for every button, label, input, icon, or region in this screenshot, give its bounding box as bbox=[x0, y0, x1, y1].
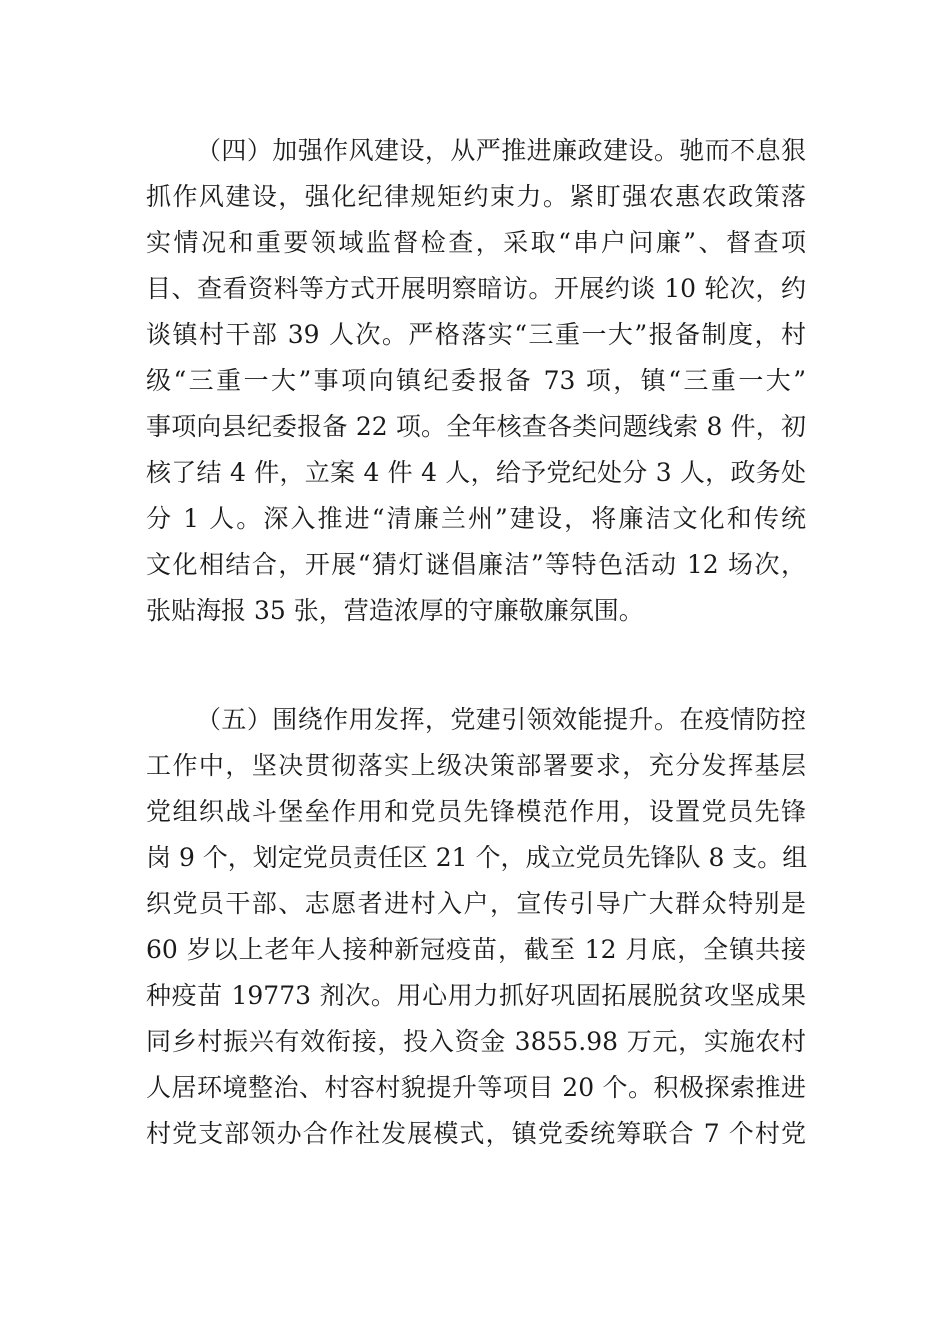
paragraph-line: 人居环境整治、村容村貌提升等项目 20 个。积极探索推进 bbox=[146, 1073, 806, 1102]
paragraph-line: 谈镇村干部 39 人次。严格落实“三重一大”报备制度，村 bbox=[146, 320, 806, 349]
paragraph-line: 村党支部领办合作社发展模式，镇党委统筹联合 7 个村党 bbox=[146, 1119, 806, 1148]
paragraph-line: 织党员干部、志愿者进村入户，宣传引导广大群众特别是 bbox=[146, 889, 806, 918]
paragraph-line: 同乡村振兴有效衔接，投入资金 3855.98 万元，实施农村 bbox=[146, 1027, 806, 1056]
paragraph-line: 党组织战斗堡垒作用和党员先锋模范作用，设置党员先锋 bbox=[146, 797, 806, 826]
paragraph-line: 文化相结合，开展“猜灯谜倡廉洁”等特色活动 12 场次， bbox=[146, 550, 806, 579]
paragraph-line: 种疫苗 19773 剂次。用心用力抓好巩固拓展脱贫攻坚成果 bbox=[146, 981, 806, 1010]
paragraph-work-style bbox=[146, 128, 806, 634]
paragraph-line: 实情况和重要领域监督检查，采取“串户问廉”、督查项 bbox=[146, 228, 806, 257]
paragraph-line: 抓作风建设，强化纪律规矩约束力。紧盯强农惠农政策落 bbox=[146, 182, 806, 211]
paragraph-line: 60 岁以上老年人接种新冠疫苗，截至 12 月底，全镇共接 bbox=[146, 935, 806, 964]
paragraph-line: 事项向县纪委报备 22 项。全年核查各类问题线索 8 件，初 bbox=[146, 412, 806, 441]
paragraph-line: （五）围绕作用发挥，党建引领效能提升。在疫情防控 bbox=[196, 705, 806, 734]
paragraph-party-building bbox=[146, 697, 806, 1157]
paragraph-line: 工作中，坚决贯彻落实上级决策部署要求，充分发挥基层 bbox=[146, 751, 806, 780]
paragraph-line: 张贴海报 35 张，营造浓厚的守廉敬廉氛围。 bbox=[146, 596, 644, 625]
paragraph-line: 核了结 4 件，立案 4 件 4 人，给予党纪处分 3 人，政务处 bbox=[146, 458, 806, 487]
paragraph-line: 分 1 人。深入推进“清廉兰州”建设，将廉洁文化和传统 bbox=[146, 504, 806, 533]
paragraph-line: （四）加强作风建设，从严推进廉政建设。驰而不息狠 bbox=[196, 136, 806, 165]
paragraph-line: 岗 9 个，划定党员责任区 21 个，成立党员先锋队 8 支。组 bbox=[146, 843, 808, 872]
paragraph-line: 目、查看资料等方式开展明察暗访。开展约谈 10 轮次，约 bbox=[146, 274, 806, 303]
paragraph-line: 级“三重一大”事项向镇纪委报备 73 项，镇“三重一大” bbox=[146, 366, 806, 395]
